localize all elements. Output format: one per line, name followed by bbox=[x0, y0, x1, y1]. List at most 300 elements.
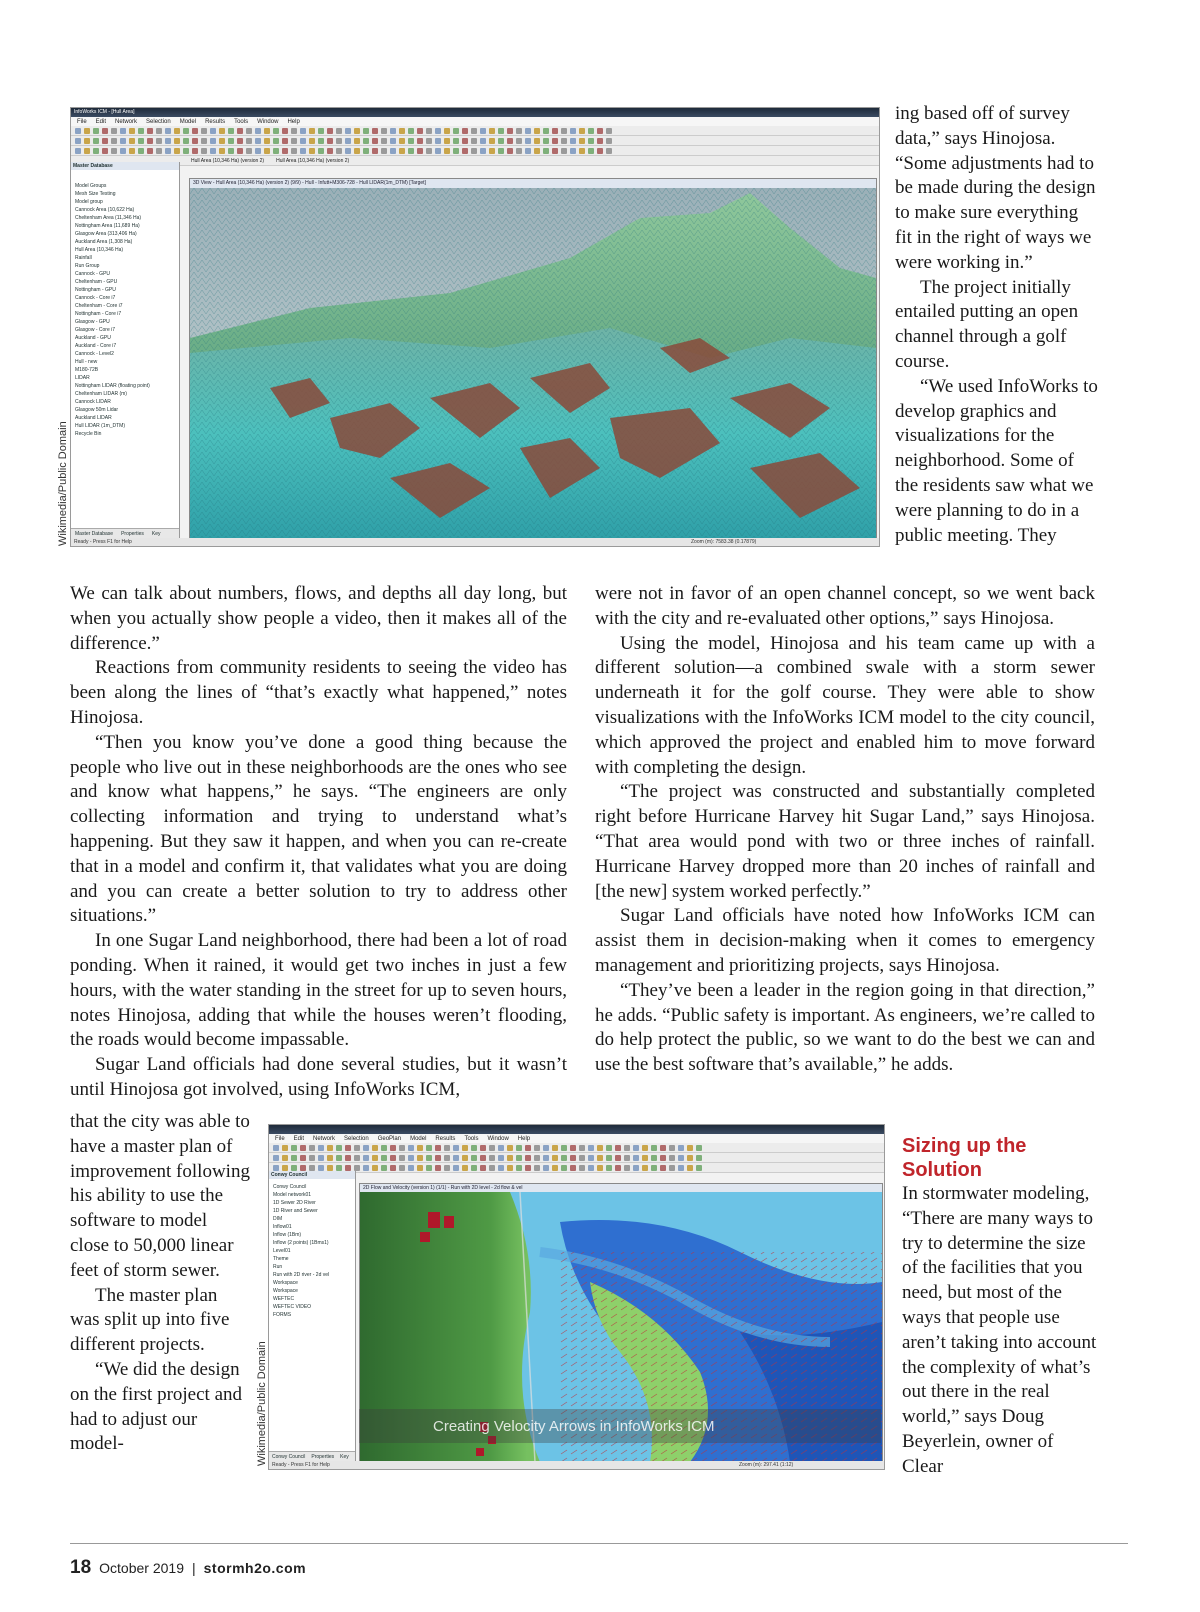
toolbar-button-icon[interactable] bbox=[408, 148, 414, 154]
toolbar-button-icon[interactable] bbox=[345, 128, 351, 134]
menu-item[interactable]: Selection bbox=[344, 1135, 369, 1142]
toolbar-button-icon[interactable] bbox=[489, 1145, 495, 1151]
toolbar-button-icon[interactable] bbox=[399, 138, 405, 144]
tree-item[interactable]: Cannock LIDAR bbox=[75, 399, 111, 405]
toolbar-button-icon[interactable] bbox=[435, 138, 441, 144]
toolbar-button-icon[interactable] bbox=[165, 138, 171, 144]
menu-item[interactable]: Network bbox=[313, 1135, 336, 1142]
toolbar-button-icon[interactable] bbox=[534, 128, 540, 134]
toolbar-button-icon[interactable] bbox=[426, 1145, 432, 1151]
toolbar-button-icon[interactable] bbox=[309, 1165, 315, 1171]
panel-tab[interactable]: Conwy Council bbox=[272, 1453, 306, 1460]
toolbar-button-icon[interactable] bbox=[453, 138, 459, 144]
toolbar-button-icon[interactable] bbox=[552, 1155, 558, 1161]
toolbar-button-icon[interactable] bbox=[552, 1145, 558, 1151]
toolbar-button-icon[interactable] bbox=[282, 138, 288, 144]
toolbar-button-icon[interactable] bbox=[471, 148, 477, 154]
toolbar-button-icon[interactable] bbox=[426, 1155, 432, 1161]
toolbar-button-icon[interactable] bbox=[273, 128, 279, 134]
toolbar-button-icon[interactable] bbox=[228, 148, 234, 154]
tree-item[interactable]: Cannock - Core i7 bbox=[75, 295, 116, 301]
toolbar-button-icon[interactable] bbox=[561, 128, 567, 134]
toolbar-button-icon[interactable] bbox=[543, 1165, 549, 1171]
toolbar-button-icon[interactable] bbox=[156, 148, 162, 154]
toolbar-button-icon[interactable] bbox=[534, 138, 540, 144]
toolbar-button-icon[interactable] bbox=[651, 1165, 657, 1171]
tree-item[interactable]: Cheltenham LIDAR (m) bbox=[75, 391, 127, 397]
toolbar-button-icon[interactable] bbox=[471, 138, 477, 144]
toolbar-button-icon[interactable] bbox=[336, 1165, 342, 1171]
toolbar-button-icon[interactable] bbox=[327, 128, 333, 134]
toolbar-button-icon[interactable] bbox=[489, 148, 495, 154]
toolbar-button-icon[interactable] bbox=[696, 1155, 702, 1161]
toolbar-button-icon[interactable] bbox=[552, 148, 558, 154]
toolbar-button-icon[interactable] bbox=[210, 138, 216, 144]
toolbar-button-icon[interactable] bbox=[696, 1165, 702, 1171]
tree-item[interactable]: Auckland LIDAR bbox=[75, 415, 112, 421]
toolbar-button-icon[interactable] bbox=[102, 148, 108, 154]
toolbar-button-icon[interactable] bbox=[480, 1155, 486, 1161]
tree-item[interactable]: Glasgow Area (313,406 Ha) bbox=[75, 231, 137, 237]
toolbar-button-icon[interactable] bbox=[462, 1165, 468, 1171]
toolbar-button-icon[interactable] bbox=[75, 138, 81, 144]
toolbar-button-icon[interactable] bbox=[444, 1165, 450, 1171]
toolbar-button-icon[interactable] bbox=[435, 1155, 441, 1161]
toolbar-button-icon[interactable] bbox=[624, 1155, 630, 1161]
toolbar-button-icon[interactable] bbox=[444, 138, 450, 144]
toolbar-button-icon[interactable] bbox=[381, 1145, 387, 1151]
toolbar-button-icon[interactable] bbox=[507, 148, 513, 154]
toolbar-button-icon[interactable] bbox=[390, 1165, 396, 1171]
toolbar-button-icon[interactable] bbox=[282, 1155, 288, 1161]
toolbar-button-icon[interactable] bbox=[102, 138, 108, 144]
toolbar-button-icon[interactable] bbox=[516, 1155, 522, 1161]
toolbar-button-icon[interactable] bbox=[615, 1155, 621, 1161]
toolbar-button-icon[interactable] bbox=[363, 1155, 369, 1161]
toolbar-button-icon[interactable] bbox=[525, 1145, 531, 1151]
toolbar-button-icon[interactable] bbox=[165, 128, 171, 134]
toolbar-button-icon[interactable] bbox=[264, 138, 270, 144]
toolbar-button-icon[interactable] bbox=[408, 1155, 414, 1161]
toolbar-button-icon[interactable] bbox=[624, 1145, 630, 1151]
toolbar-button-icon[interactable] bbox=[192, 128, 198, 134]
toolbar-button-icon[interactable] bbox=[507, 128, 513, 134]
tree-item[interactable]: WEFTEC VIDEO bbox=[273, 1304, 312, 1310]
toolbar-button-icon[interactable] bbox=[597, 138, 603, 144]
toolbar-button-icon[interactable] bbox=[489, 138, 495, 144]
toolbar-button-icon[interactable] bbox=[489, 1155, 495, 1161]
toolbar-button-icon[interactable] bbox=[345, 1165, 351, 1171]
toolbar-button-icon[interactable] bbox=[552, 138, 558, 144]
toolbar-button-icon[interactable] bbox=[291, 128, 297, 134]
toolbar-button-icon[interactable] bbox=[147, 138, 153, 144]
tree-item[interactable]: Hull LIDAR (1m_DTM) bbox=[75, 423, 126, 429]
toolbar-button-icon[interactable] bbox=[516, 1165, 522, 1171]
toolbar-button-icon[interactable] bbox=[678, 1165, 684, 1171]
toolbar-button-icon[interactable] bbox=[345, 148, 351, 154]
toolbar-button-icon[interactable] bbox=[633, 1155, 639, 1161]
toolbar-button-icon[interactable] bbox=[498, 138, 504, 144]
toolbar-button-icon[interactable] bbox=[498, 148, 504, 154]
toolbar-button-icon[interactable] bbox=[687, 1145, 693, 1151]
toolbar-button-icon[interactable] bbox=[201, 128, 207, 134]
toolbar-button-icon[interactable] bbox=[336, 1145, 342, 1151]
toolbar-button-icon[interactable] bbox=[120, 138, 126, 144]
toolbar-button-icon[interactable] bbox=[237, 128, 243, 134]
toolbar-button-icon[interactable] bbox=[183, 138, 189, 144]
toolbar-button-icon[interactable] bbox=[453, 128, 459, 134]
toolbar-button-icon[interactable] bbox=[696, 1145, 702, 1151]
toolbar-button-icon[interactable] bbox=[651, 1155, 657, 1161]
toolbar-button-icon[interactable] bbox=[525, 148, 531, 154]
panel-tab[interactable]: Master Database bbox=[75, 530, 114, 537]
toolbar-button-icon[interactable] bbox=[237, 148, 243, 154]
toolbar-button-icon[interactable] bbox=[534, 1165, 540, 1171]
tree-item[interactable]: 1D River and Sewer bbox=[273, 1208, 318, 1214]
toolbar-button-icon[interactable] bbox=[579, 1145, 585, 1151]
toolbar-button-icon[interactable] bbox=[408, 1165, 414, 1171]
toolbar-button-icon[interactable] bbox=[399, 128, 405, 134]
toolbar-button-icon[interactable] bbox=[534, 148, 540, 154]
menu-item[interactable]: Model bbox=[410, 1135, 427, 1142]
toolbar-button-icon[interactable] bbox=[381, 148, 387, 154]
tree-item[interactable]: Cannock Area (10,622 Ha) bbox=[75, 207, 135, 213]
toolbar-button-icon[interactable] bbox=[129, 128, 135, 134]
toolbar-button-icon[interactable] bbox=[471, 1145, 477, 1151]
tree-item[interactable]: Nottingham - Core i7 bbox=[75, 311, 122, 317]
toolbar-button-icon[interactable] bbox=[435, 1145, 441, 1151]
toolbar-button-icon[interactable] bbox=[318, 138, 324, 144]
menu-item[interactable]: Help bbox=[287, 118, 300, 125]
toolbar-button-icon[interactable] bbox=[417, 138, 423, 144]
toolbar-button-icon[interactable] bbox=[309, 138, 315, 144]
toolbar-button-icon[interactable] bbox=[579, 138, 585, 144]
toolbar-button-icon[interactable] bbox=[534, 1155, 540, 1161]
tree-item[interactable]: Run with 2D river - 2d vel bbox=[273, 1272, 330, 1278]
toolbar-button-icon[interactable] bbox=[75, 128, 81, 134]
toolbar-button-icon[interactable] bbox=[642, 1165, 648, 1171]
tree-item[interactable]: Inflow (1Bm) bbox=[273, 1232, 302, 1238]
tree-item[interactable]: Model Groups bbox=[75, 183, 107, 189]
toolbar-button-icon[interactable] bbox=[354, 148, 360, 154]
toolbar-button-icon[interactable] bbox=[660, 1145, 666, 1151]
toolbar-button-icon[interactable] bbox=[570, 1155, 576, 1161]
toolbar-button-icon[interactable] bbox=[687, 1155, 693, 1161]
toolbar-button-icon[interactable] bbox=[390, 148, 396, 154]
toolbar-button-icon[interactable] bbox=[210, 128, 216, 134]
toolbar-button-icon[interactable] bbox=[75, 148, 81, 154]
menu-item[interactable]: File bbox=[275, 1135, 285, 1142]
menu-item[interactable]: Tools bbox=[464, 1135, 479, 1142]
toolbar-button-icon[interactable] bbox=[597, 1165, 603, 1171]
toolbar-button-icon[interactable] bbox=[156, 138, 162, 144]
toolbar-button-icon[interactable] bbox=[318, 1155, 324, 1161]
toolbar-button-icon[interactable] bbox=[561, 1155, 567, 1161]
toolbar-button-icon[interactable] bbox=[282, 148, 288, 154]
toolbar-button-icon[interactable] bbox=[525, 128, 531, 134]
toolbar-button-icon[interactable] bbox=[606, 1155, 612, 1161]
toolbar-button-icon[interactable] bbox=[327, 1165, 333, 1171]
toolbar-button-icon[interactable] bbox=[570, 1145, 576, 1151]
toolbar-button-icon[interactable] bbox=[579, 1165, 585, 1171]
tree-item[interactable]: Hull - new bbox=[75, 359, 98, 365]
toolbar-button-icon[interactable] bbox=[417, 1155, 423, 1161]
toolbar-button-icon[interactable] bbox=[462, 128, 468, 134]
toolbar-button-icon[interactable] bbox=[498, 1145, 504, 1151]
toolbar-button-icon[interactable] bbox=[246, 148, 252, 154]
toolbar-button-icon[interactable] bbox=[219, 128, 225, 134]
tree-item[interactable]: Theme bbox=[273, 1256, 289, 1262]
toolbar-button-icon[interactable] bbox=[408, 128, 414, 134]
toolbar-button-icon[interactable] bbox=[156, 128, 162, 134]
toolbar-button-icon[interactable] bbox=[390, 1155, 396, 1161]
toolbar-button-icon[interactable] bbox=[174, 138, 180, 144]
menu-item[interactable]: Network bbox=[115, 118, 138, 125]
tree-item[interactable]: Model network01 bbox=[273, 1192, 312, 1198]
toolbar-button-icon[interactable] bbox=[489, 128, 495, 134]
toolbar-button-icon[interactable] bbox=[336, 138, 342, 144]
toolbar-button-icon[interactable] bbox=[183, 128, 189, 134]
toolbar-button-icon[interactable] bbox=[597, 1145, 603, 1151]
toolbar-button-icon[interactable] bbox=[669, 1165, 675, 1171]
toolbar-button-icon[interactable] bbox=[147, 148, 153, 154]
toolbar-button-icon[interactable] bbox=[453, 148, 459, 154]
toolbar-button-icon[interactable] bbox=[84, 138, 90, 144]
toolbar-button-icon[interactable] bbox=[453, 1165, 459, 1171]
toolbar-button-icon[interactable] bbox=[588, 1165, 594, 1171]
toolbar-button-icon[interactable] bbox=[138, 138, 144, 144]
menu-item[interactable]: Help bbox=[517, 1135, 531, 1142]
tree-item[interactable]: DIM bbox=[273, 1216, 283, 1222]
toolbar-button-icon[interactable] bbox=[318, 1165, 324, 1171]
toolbar-button-icon[interactable] bbox=[507, 1155, 513, 1161]
toolbar-button-icon[interactable] bbox=[291, 1165, 297, 1171]
toolbar-button-icon[interactable] bbox=[138, 128, 144, 134]
panel-tab[interactable]: Key bbox=[340, 1453, 349, 1460]
toolbar-button-icon[interactable] bbox=[291, 1145, 297, 1151]
toolbar-button-icon[interactable] bbox=[615, 1145, 621, 1151]
toolbar-button-icon[interactable] bbox=[300, 1155, 306, 1161]
toolbar-button-icon[interactable] bbox=[543, 138, 549, 144]
toolbar-button-icon[interactable] bbox=[255, 128, 261, 134]
toolbar-button-icon[interactable] bbox=[354, 128, 360, 134]
toolbar-button-icon[interactable] bbox=[471, 1155, 477, 1161]
tree-item[interactable]: WEFTEC bbox=[273, 1296, 295, 1302]
toolbar-button-icon[interactable] bbox=[255, 148, 261, 154]
toolbar-button-icon[interactable] bbox=[264, 148, 270, 154]
toolbar-button-icon[interactable] bbox=[660, 1155, 666, 1161]
toolbar-button-icon[interactable] bbox=[363, 128, 369, 134]
tree-item[interactable]: Cheltenham - Core i7 bbox=[75, 303, 123, 309]
menu-item[interactable]: Selection bbox=[146, 118, 171, 125]
toolbar-button-icon[interactable] bbox=[687, 1165, 693, 1171]
toolbar-button-icon[interactable] bbox=[309, 128, 315, 134]
toolbar-button-icon[interactable] bbox=[543, 148, 549, 154]
toolbar-button-icon[interactable] bbox=[327, 138, 333, 144]
tree-item[interactable]: Inflow01 bbox=[273, 1224, 292, 1230]
toolbar-button-icon[interactable] bbox=[570, 148, 576, 154]
toolbar-button-icon[interactable] bbox=[93, 128, 99, 134]
toolbar-button-icon[interactable] bbox=[372, 1145, 378, 1151]
toolbar-button-icon[interactable] bbox=[372, 128, 378, 134]
toolbar-button-icon[interactable] bbox=[561, 1145, 567, 1151]
toolbar-button-icon[interactable] bbox=[363, 148, 369, 154]
tree-item[interactable]: FORMS bbox=[273, 1312, 292, 1318]
toolbar-button-icon[interactable] bbox=[129, 148, 135, 154]
toolbar-button-icon[interactable] bbox=[489, 1165, 495, 1171]
toolbar-button-icon[interactable] bbox=[111, 128, 117, 134]
toolbar-button-icon[interactable] bbox=[426, 148, 432, 154]
toolbar-button-icon[interactable] bbox=[507, 1145, 513, 1151]
toolbar-button-icon[interactable] bbox=[381, 128, 387, 134]
toolbar-button-icon[interactable] bbox=[615, 1165, 621, 1171]
toolbar-button-icon[interactable] bbox=[480, 128, 486, 134]
toolbar-button-icon[interactable] bbox=[552, 128, 558, 134]
toolbar-button-icon[interactable] bbox=[435, 1165, 441, 1171]
tree-item[interactable]: Conwy Council bbox=[273, 1184, 307, 1190]
toolbar-button-icon[interactable] bbox=[354, 1155, 360, 1161]
toolbar-button-icon[interactable] bbox=[417, 1165, 423, 1171]
toolbar-button-icon[interactable] bbox=[453, 1145, 459, 1151]
tree-item[interactable]: Auckland - Core i7 bbox=[75, 343, 117, 349]
toolbar-button-icon[interactable] bbox=[183, 148, 189, 154]
toolbar-button-icon[interactable] bbox=[426, 138, 432, 144]
toolbar-button-icon[interactable] bbox=[381, 138, 387, 144]
toolbar-button-icon[interactable] bbox=[246, 138, 252, 144]
toolbar-button-icon[interactable] bbox=[273, 1155, 279, 1161]
toolbar-button-icon[interactable] bbox=[93, 138, 99, 144]
tree-item[interactable]: Run Group bbox=[75, 263, 100, 269]
toolbar-button-icon[interactable] bbox=[480, 1165, 486, 1171]
toolbar-button-icon[interactable] bbox=[579, 128, 585, 134]
toolbar-button-icon[interactable] bbox=[543, 128, 549, 134]
toolbar-button-icon[interactable] bbox=[300, 128, 306, 134]
toolbar-button-icon[interactable] bbox=[633, 1165, 639, 1171]
menu-item[interactable]: Edit bbox=[293, 1135, 305, 1142]
toolbar-button-icon[interactable] bbox=[444, 148, 450, 154]
menu-item[interactable]: Window bbox=[257, 118, 279, 125]
tree-item[interactable]: M180-72B bbox=[75, 367, 99, 373]
toolbar-button-icon[interactable] bbox=[264, 128, 270, 134]
toolbar-button-icon[interactable] bbox=[174, 148, 180, 154]
toolbar-button-icon[interactable] bbox=[318, 1145, 324, 1151]
tree-item[interactable]: Workspace bbox=[273, 1280, 298, 1286]
panel-tab[interactable]: Properties bbox=[121, 530, 144, 537]
toolbar-button-icon[interactable] bbox=[669, 1155, 675, 1161]
toolbar-button-icon[interactable] bbox=[354, 138, 360, 144]
toolbar-button-icon[interactable] bbox=[273, 1165, 279, 1171]
toolbar-button-icon[interactable] bbox=[642, 1155, 648, 1161]
toolbar-button-icon[interactable] bbox=[444, 1145, 450, 1151]
toolbar-button-icon[interactable] bbox=[651, 1145, 657, 1151]
toolbar-button-icon[interactable] bbox=[210, 148, 216, 154]
toolbar-button-icon[interactable] bbox=[300, 148, 306, 154]
toolbar-button-icon[interactable] bbox=[471, 128, 477, 134]
toolbar-button-icon[interactable] bbox=[219, 138, 225, 144]
toolbar-button-icon[interactable] bbox=[462, 1155, 468, 1161]
toolbar-button-icon[interactable] bbox=[111, 138, 117, 144]
toolbar-button-icon[interactable] bbox=[462, 138, 468, 144]
tree-item[interactable]: Mesh Size Testing bbox=[75, 191, 116, 197]
toolbar-button-icon[interactable] bbox=[543, 1155, 549, 1161]
toolbar-button-icon[interactable] bbox=[408, 138, 414, 144]
toolbar-button-icon[interactable] bbox=[426, 1165, 432, 1171]
toolbar-button-icon[interactable] bbox=[543, 1145, 549, 1151]
tree-item[interactable]: Auckland - GPU bbox=[75, 335, 111, 341]
toolbar-button-icon[interactable] bbox=[624, 1165, 630, 1171]
toolbar-button-icon[interactable] bbox=[381, 1165, 387, 1171]
toolbar-button-icon[interactable] bbox=[516, 128, 522, 134]
toolbar-button-icon[interactable] bbox=[291, 1155, 297, 1161]
toolbar-button-icon[interactable] bbox=[390, 1145, 396, 1151]
toolbar-button-icon[interactable] bbox=[498, 128, 504, 134]
toolbar-button-icon[interactable] bbox=[561, 1165, 567, 1171]
toolbar-button-icon[interactable] bbox=[435, 128, 441, 134]
tree-item[interactable]: Nottingham - GPU bbox=[75, 287, 116, 293]
toolbar-button-icon[interactable] bbox=[498, 1165, 504, 1171]
menu-item[interactable]: GeoPlan bbox=[377, 1135, 402, 1142]
toolbar-button-icon[interactable] bbox=[147, 128, 153, 134]
tree-item[interactable]: 1D Sewer 2D River bbox=[273, 1200, 316, 1206]
toolbar-button-icon[interactable] bbox=[255, 138, 261, 144]
toolbar-button-icon[interactable] bbox=[165, 148, 171, 154]
toolbar-button-icon[interactable] bbox=[642, 1145, 648, 1151]
toolbar-button-icon[interactable] bbox=[336, 148, 342, 154]
toolbar-button-icon[interactable] bbox=[444, 1155, 450, 1161]
tree-item[interactable]: Cannock - GPU bbox=[75, 271, 111, 277]
toolbar-button-icon[interactable] bbox=[120, 128, 126, 134]
toolbar-button-icon[interactable] bbox=[228, 138, 234, 144]
toolbar-button-icon[interactable] bbox=[345, 1145, 351, 1151]
toolbar-button-icon[interactable] bbox=[498, 1155, 504, 1161]
toolbar-button-icon[interactable] bbox=[399, 1145, 405, 1151]
toolbar-button-icon[interactable] bbox=[480, 148, 486, 154]
toolbar-button-icon[interactable] bbox=[570, 138, 576, 144]
tree-item[interactable]: Inflow (2 points) (1Bms1) bbox=[273, 1240, 329, 1246]
tree-item[interactable]: Glasgow - Core i7 bbox=[75, 327, 116, 333]
toolbar-button-icon[interactable] bbox=[579, 148, 585, 154]
toolbar-button-icon[interactable] bbox=[552, 1165, 558, 1171]
toolbar-button-icon[interactable] bbox=[201, 138, 207, 144]
tree-item[interactable]: Glasgow 50m Lidar bbox=[75, 407, 119, 413]
toolbar-button-icon[interactable] bbox=[120, 148, 126, 154]
toolbar-button-icon[interactable] bbox=[453, 1155, 459, 1161]
toolbar-button-icon[interactable] bbox=[390, 138, 396, 144]
toolbar-button-icon[interactable] bbox=[660, 1165, 666, 1171]
toolbar-button-icon[interactable] bbox=[381, 1155, 387, 1161]
toolbar-button-icon[interactable] bbox=[363, 1165, 369, 1171]
toolbar-button-icon[interactable] bbox=[273, 148, 279, 154]
toolbar-button-icon[interactable] bbox=[354, 1145, 360, 1151]
toolbar-button-icon[interactable] bbox=[417, 128, 423, 134]
site-url[interactable]: stormh2o.com bbox=[203, 1560, 307, 1576]
toolbar-button-icon[interactable] bbox=[372, 138, 378, 144]
toolbar-button-icon[interactable] bbox=[606, 1145, 612, 1151]
toolbar-button-icon[interactable] bbox=[516, 138, 522, 144]
tree-item[interactable]: Hull Area (10,346 Ha) bbox=[75, 247, 124, 253]
toolbar-button-icon[interactable] bbox=[345, 138, 351, 144]
toolbar-button-icon[interactable] bbox=[570, 1165, 576, 1171]
panel-tab[interactable]: Key bbox=[151, 530, 161, 537]
toolbar-button-icon[interactable] bbox=[111, 148, 117, 154]
toolbar-button-icon[interactable] bbox=[471, 1165, 477, 1171]
tree-item[interactable]: Model group bbox=[75, 199, 103, 205]
toolbar-button-icon[interactable] bbox=[318, 128, 324, 134]
toolbar-button-icon[interactable] bbox=[228, 128, 234, 134]
toolbar-button-icon[interactable] bbox=[678, 1155, 684, 1161]
tree-item[interactable]: Rainfall bbox=[75, 255, 92, 261]
toolbar-button-icon[interactable] bbox=[606, 148, 612, 154]
